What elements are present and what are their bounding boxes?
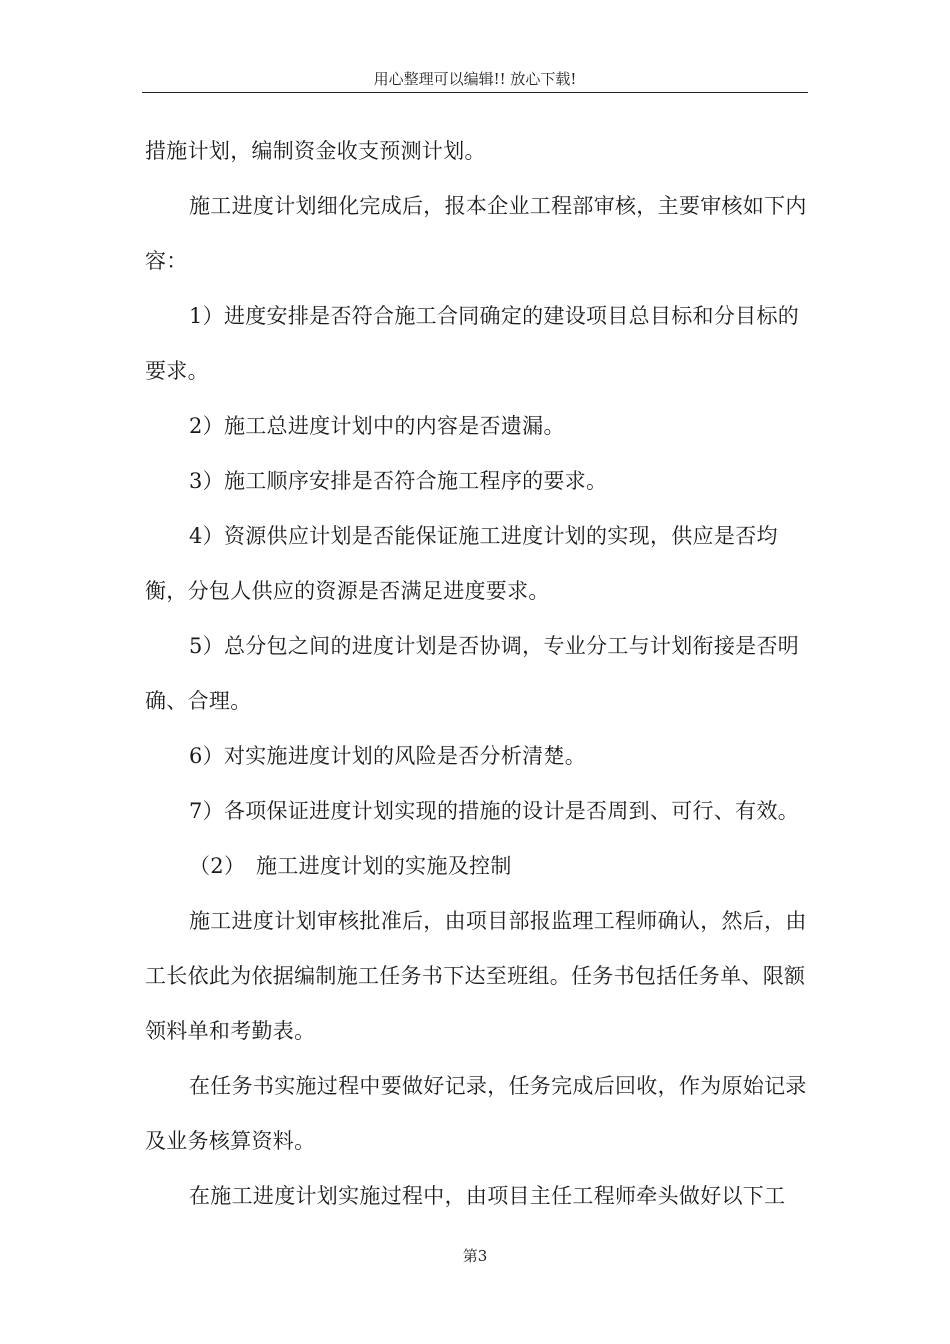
document-body xyxy=(145,124,809,1224)
section-heading: （2） 施工进度计划的实施及控制 xyxy=(189,854,512,878)
page-footer xyxy=(0,1245,950,1266)
page-header xyxy=(142,70,808,93)
list-item: 1）进度安排是否符合施工合同确定的建设项目总目标和分目标的要求。 xyxy=(145,304,800,383)
paragraph: 在施工进度计划实施过程中，由项目主任工程师牵头做好以下工 xyxy=(189,1184,786,1208)
header-text: 用心整理可以编辑!! 放心下载! xyxy=(373,70,577,88)
paragraph: 在任务书实施过程中要做好记录，任务完成后回收，作为原始记录及业务核算资料。 xyxy=(145,1074,807,1153)
list-item: 3）施工顺序安排是否符合施工程序的要求。 xyxy=(189,469,608,493)
page-number: 第3 xyxy=(462,1247,488,1265)
list-item: 2）施工总进度计划中的内容是否遗漏。 xyxy=(189,414,565,438)
paragraph: 施工进度计划细化完成后，报本企业工程部审核，主要审核如下内容： xyxy=(145,194,807,273)
paragraph: 施工进度计划审核批准后，由项目部报监理工程师确认，然后，由工长依此为依据编制施工任务书下达至班组。任务书包括任务单、限额领料单和考勤表。 xyxy=(145,909,807,1043)
list-item: 6）对实施进度计划的风险是否分析清楚。 xyxy=(189,744,587,768)
list-item: 4）资源供应计划是否能保证施工进度计划的实现，供应是否均衡，分包人供应的资源是否满足进度要求。 xyxy=(145,524,778,603)
list-item: 5）总分包之间的进度计划是否协调，专业分工与计划衔接是否明确、合理。 xyxy=(145,634,800,713)
list-item: 7）各项保证进度计划实现的措施的设计是否周到、可行、有效。 xyxy=(189,799,800,823)
paragraph: 措施计划，编制资金收支预测计划。 xyxy=(145,139,486,163)
